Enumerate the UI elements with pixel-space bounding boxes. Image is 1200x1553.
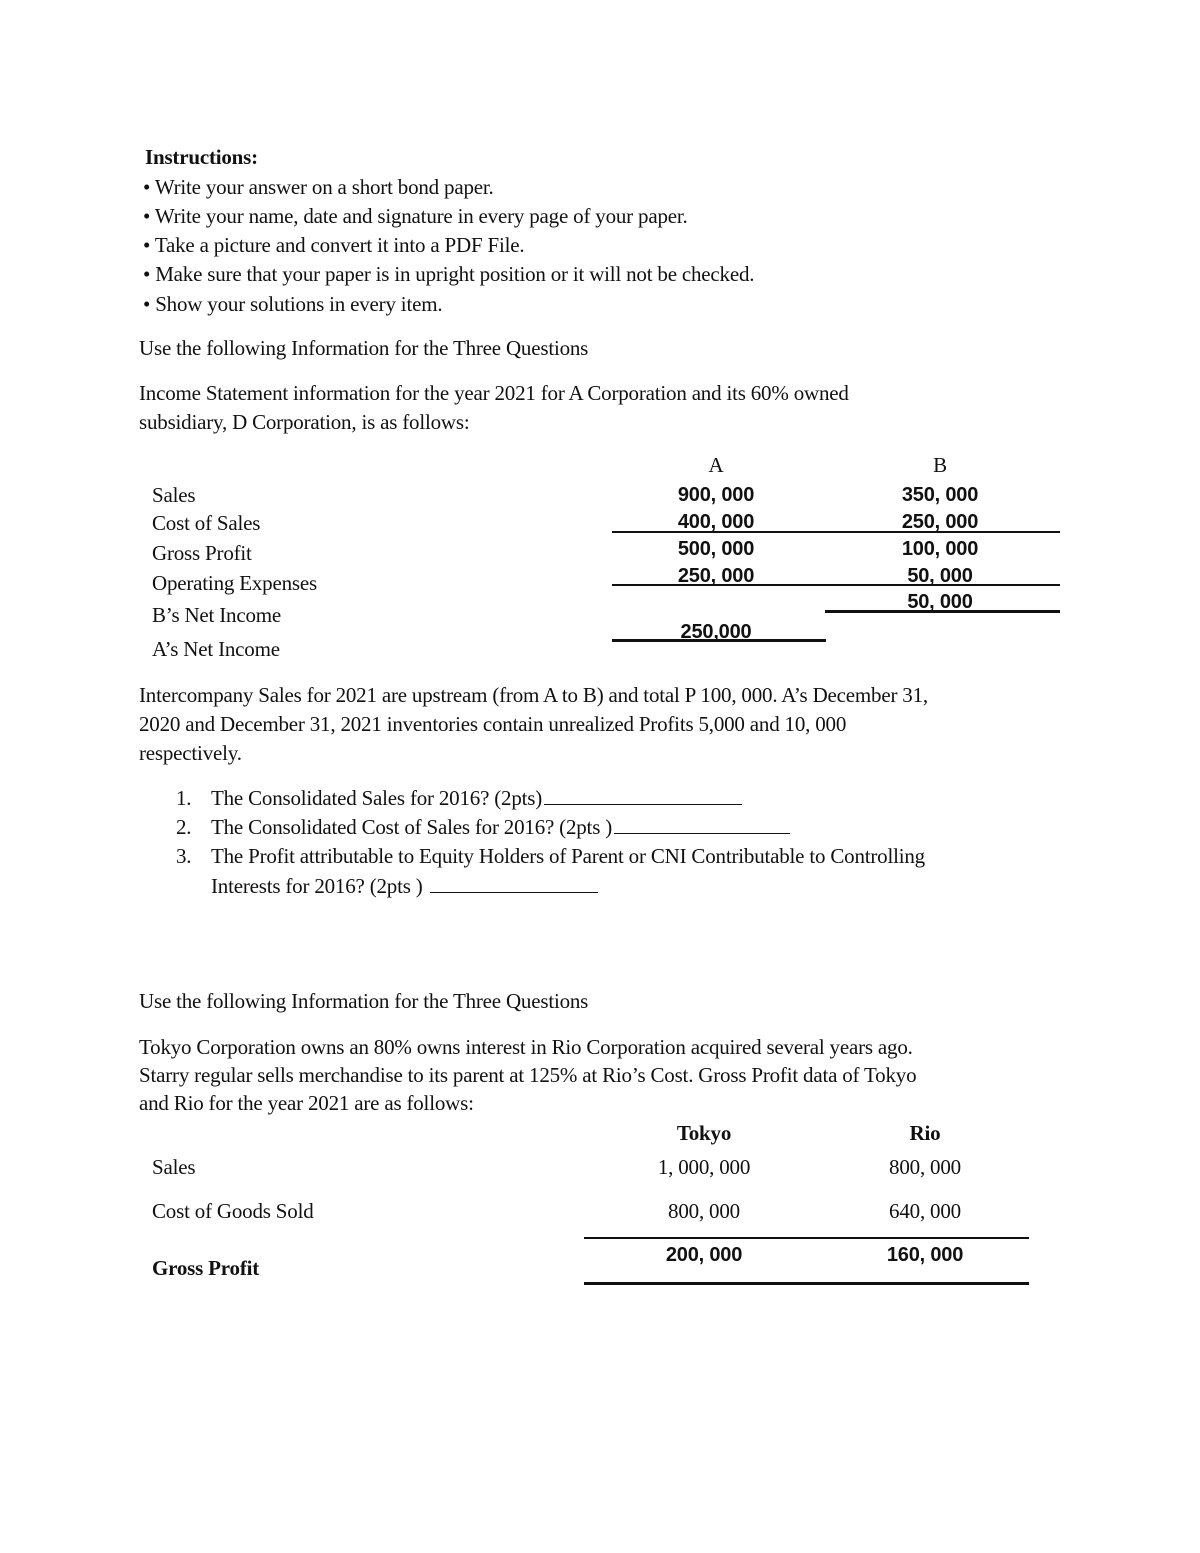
cell-b: 160, 000 bbox=[886, 1244, 964, 1266]
cell-b: 350, 000 bbox=[901, 484, 979, 506]
underline bbox=[584, 1237, 1029, 1239]
row-label: Cost of Goods Sold bbox=[152, 1199, 314, 1223]
section1-description: subsidiary, D Corporation, is as follows: bbox=[139, 410, 470, 434]
row-label: Cost of Sales bbox=[152, 511, 261, 535]
answer-blank bbox=[614, 815, 790, 834]
section2-intro: Use the following Information for the Three Questions bbox=[139, 989, 589, 1013]
section1-description: Income Statement information for the year 2021 for A Corporation and its 60% owned bbox=[139, 381, 849, 405]
cell-a: 500, 000 bbox=[677, 538, 755, 560]
row-label: A’s Net Income bbox=[152, 637, 280, 661]
cell-a: 250, 000 bbox=[677, 565, 755, 587]
section1-note: Intercompany Sales for 2021 are upstream (from A to B) and total P 100, 000. A’s December 31, bbox=[139, 683, 928, 707]
column-header-rio: Rio bbox=[909, 1121, 941, 1145]
question-number: 3. bbox=[176, 844, 192, 868]
answer-blank bbox=[544, 786, 742, 805]
section2-description: Tokyo Corporation owns an 80% owns interest in Rio Corporation acquired several years ago. bbox=[139, 1035, 913, 1059]
row-label: Gross Profit bbox=[152, 541, 252, 565]
question-number: 2. bbox=[176, 815, 192, 839]
instructions-heading: Instructions: bbox=[145, 145, 258, 169]
column-header-a: A bbox=[708, 453, 724, 477]
section1-note: 2020 and December 31, 2021 inventories contain unrealized Profits 5,000 and 10, 000 bbox=[139, 712, 847, 736]
question-text: The Consolidated Sales for 2016? (2pts) bbox=[211, 786, 742, 811]
cell-b: 50, 000 bbox=[907, 591, 973, 613]
cell-b: 100, 000 bbox=[901, 538, 979, 560]
cell-a: 250,000 bbox=[680, 621, 752, 643]
instruction-item: • Write your answer on a short bond paper. bbox=[143, 175, 494, 199]
cell-b: 800, 000 bbox=[889, 1155, 961, 1179]
instruction-item: • Write your name, date and signature in every page of your paper. bbox=[143, 204, 688, 228]
row-label: Sales bbox=[152, 1155, 196, 1179]
underline bbox=[612, 584, 1060, 586]
underline bbox=[612, 639, 826, 642]
cell-a: 1, 000, 000 bbox=[657, 1155, 751, 1179]
underline bbox=[825, 610, 1060, 613]
question-text: Interests for 2016? (2pts ) bbox=[211, 874, 598, 899]
row-label: Operating Expenses bbox=[152, 571, 317, 595]
section1-note: respectively. bbox=[139, 741, 242, 765]
cell-a: 200, 000 bbox=[665, 1244, 743, 1266]
question-number: 1. bbox=[176, 786, 192, 810]
column-header-tokyo: Tokyo bbox=[676, 1121, 732, 1145]
cell-a: 900, 000 bbox=[677, 484, 755, 506]
cell-b: 250, 000 bbox=[901, 511, 979, 533]
instruction-item: • Take a picture and convert it into a PDF File. bbox=[143, 233, 525, 257]
instruction-item: • Show your solutions in every item. bbox=[143, 292, 443, 316]
row-label: B’s Net Income bbox=[152, 603, 282, 627]
row-label: Gross Profit bbox=[152, 1256, 260, 1280]
row-label: Sales bbox=[152, 483, 196, 507]
cell-a: 800, 000 bbox=[668, 1199, 740, 1223]
cell-a: 400, 000 bbox=[677, 511, 755, 533]
cell-b: 50, 000 bbox=[907, 565, 973, 587]
instruction-item: • Make sure that your paper is in upright position or it will not be checked. bbox=[143, 262, 755, 286]
question-text: The Consolidated Cost of Sales for 2016? (2pts ) bbox=[211, 815, 790, 840]
section1-intro: Use the following Information for the Three Questions bbox=[139, 336, 589, 360]
section2-description: Starry regular sells merchandise to its parent at 125% at Rio’s Cost. Gross Profit data of Tokyo bbox=[139, 1063, 917, 1087]
column-header-b: B bbox=[933, 453, 947, 477]
section2-description: and Rio for the year 2021 are as follows: bbox=[139, 1091, 474, 1115]
cell-b: 640, 000 bbox=[889, 1199, 961, 1223]
underline bbox=[584, 1282, 1029, 1285]
underline bbox=[612, 531, 1060, 533]
answer-blank bbox=[430, 874, 598, 893]
question-text: The Profit attributable to Equity Holders of Parent or CNI Contributable to Controlling bbox=[211, 844, 925, 868]
